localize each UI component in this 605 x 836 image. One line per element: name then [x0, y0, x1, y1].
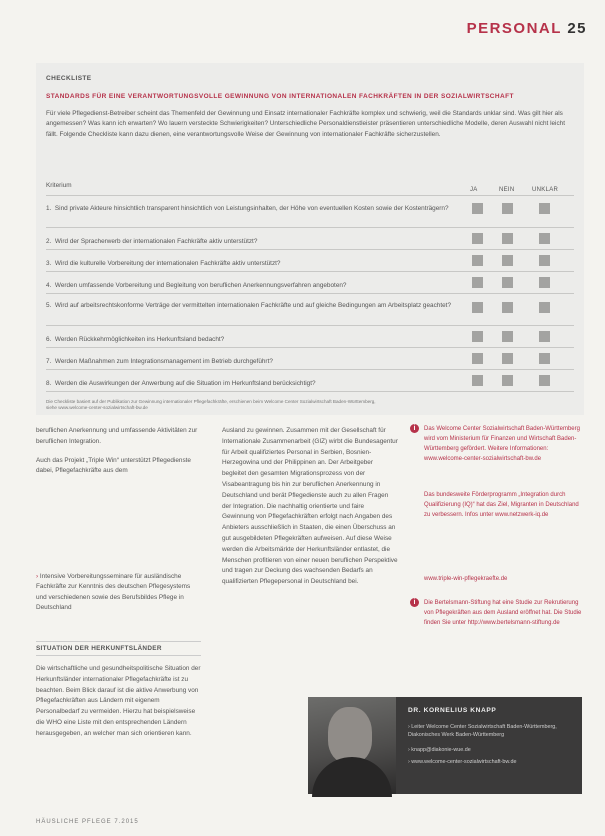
checkbox-3-unklar[interactable]: [539, 255, 550, 266]
checklist-box: [36, 63, 584, 415]
author-website[interactable]: › www.welcome-center-sozialwirtschaft-bw.de: [408, 759, 517, 765]
column-unklar: UNKLAR: [532, 187, 559, 193]
criterion-5: 5. Wird auf arbeitsrechtskonforme Verträge der vermittelten internationalen Fachkräfte und auf gleiche Bedingungen am Arbeitsplatz geachtet?: [46, 302, 451, 309]
divider: [46, 195, 574, 196]
checkbox-7-ja[interactable]: [472, 353, 483, 364]
info-block: Das bundesweite Förderprogramm „Integration durch Qualifizierung (IQ)“ hat das Ziel, Migranten in Deutschland zu verbessern. Infos unter www.netzwerk-iq.de: [424, 492, 579, 518]
checkbox-5-nein[interactable]: [502, 302, 513, 313]
author-profile: [308, 697, 582, 794]
info-block: Die Bertelsmann-Stiftung hat eine Studie zur Rekrutierung von Pflegekräften aus dem Ausland eröffnet hat. Die Studie finden Sie unter http://www.bertelsmann-stiftung.de: [424, 600, 582, 626]
checkbox-4-ja[interactable]: [472, 277, 483, 288]
checklist-intro: Für viele Pflegedienst-Betreiber scheint das Themenfeld der Gewinnung und Einsatz internationaler Fachkräfte komplex und schwierig, weil die Standards unklar sind. Was gilt hier als angemessen? Was kann ich erwarten? Wo lauern versteckte Schwierigkeiten? Unterschiedliche Personaldienstleister präsentieren unterschiedliche Modelle, deren Auswahl nicht leicht fällt. Folgende Checkliste kann dazu dienen, eine verantwortungsvolle Weise der Gewinnung von internationaler Fachkräfte sicherzustellen.: [46, 110, 565, 138]
author-name: DR. KORNELIUS KNAPP: [408, 707, 497, 714]
checkbox-8-unklar[interactable]: [539, 375, 550, 386]
criteria-header: Kriterium: [46, 182, 72, 189]
bullet-item: › Intensive Vorbereitungsseminare für ausländische Fachkräfte zur Kenntnis des deutschen Pflegesystems und verschiedenen sowie des Berufsbildes Pflege in Deutschland: [36, 573, 191, 612]
author-email[interactable]: › knapp@diakonie-wue.de: [408, 747, 471, 753]
criterion-7: 7. Werden Maßnahmen zum Integrationsmanagement im Betrieb durchgeführt?: [46, 358, 273, 365]
paragraph: Ausland zu gewinnen. Zusammen mit der Gesellschaft für Internationale Zusammenarbeit (GIZ) wirbt die Bundesagentur für Arbeit qualifiziertes Personal in Serbien, Bosnien-Herzegowina und der Philippinen an. Der Arbeitgeber begleitet den gesamten Migrationsprozess von der Visabeantragung bis hin zur beruflichen Anerkennung in Deutschland und berät Pflegedienste auch zu allen Fragen der Integration. Die nachhaltig orientierte und faire Gewinnung von Pflegefachkräften erfolgt nach Angaben des Anbieters ausschließlich in Staaten, die einen Überschuss an gut ausgebildeten Pflegekräften aufweisen. Auf diese Weise werden die Arbeitsmärkte der Herkunftsländer entlastet, die Menschen profitieren von einer neuen beruflichen Perspektive und tragen zur Deckung des wachsenden Bedarfs an qualifizierten Pflegepersonal in Deutschland bei.: [222, 427, 398, 586]
page-header: [467, 20, 587, 37]
checkbox-6-unklar[interactable]: [539, 331, 550, 342]
divider: [46, 391, 574, 392]
checkbox-2-unklar[interactable]: [539, 233, 550, 244]
criterion-3: 3. Wird die kulturelle Vorbereitung der internationalen Fachkräfte aktiv unterstützt?: [46, 260, 281, 267]
checkbox-5-unklar[interactable]: [539, 302, 550, 313]
checkbox-6-nein[interactable]: [502, 331, 513, 342]
divider: [46, 347, 574, 348]
checkbox-8-nein[interactable]: [502, 375, 513, 386]
section-title: PERSONAL: [466, 20, 562, 37]
checkbox-2-ja[interactable]: [472, 233, 483, 244]
author-role: › Leiter Welcome Center Sozialwirtschaft Baden-Württemberg, Diakonisches Werk Baden-Württemberg: [408, 724, 557, 738]
middle-column: [222, 426, 398, 596]
checkbox-2-nein[interactable]: [502, 233, 513, 244]
info-icon: i: [410, 424, 419, 433]
checkbox-7-unklar[interactable]: [539, 353, 550, 364]
paragraph: Die wirtschaftliche und gesundheitspolitische Situation der Herkunftsländer internationaler Pflegefachkräfte ist zu beachten. Beim Blick darauf ist die aktive Anwerbung von Pflegefachkräften aus Ländern mit eigenem Personalbedarf zu vermeiden. Hierzu hat beispielsweise die WHO eine Liste mit den entsprechenden Ländern herausgegeben, an welcher man sich orientieren kann.: [36, 665, 201, 737]
checklist-label: CHECKLISTE: [46, 75, 92, 82]
author-body: [312, 757, 392, 797]
section-heading: SITUATION DER HERKUNFTSLÄNDER: [36, 641, 201, 656]
criterion-6: 6. Werden Rückkehrmöglichkeiten ins Herkunftsland bedacht?: [46, 336, 225, 343]
criterion-2: 2. Wird der Spracherwerb der internationalen Fachkräfte aktiv unterstützt?: [46, 238, 258, 245]
checkbox-6-ja[interactable]: [472, 331, 483, 342]
checkbox-7-nein[interactable]: [502, 353, 513, 364]
divider: [46, 227, 574, 228]
checkbox-4-nein[interactable]: [502, 277, 513, 288]
info-block: Das Welcome Center Sozialwirtschaft Baden-Württemberg wird vom Ministerium für Finanzen und Wirtschaft Baden-Württemberg gefördert. Weitere Informationen: www.welcome-center-sozialwirtschaft-bw.de: [424, 426, 580, 462]
checkbox-4-unklar[interactable]: [539, 277, 550, 288]
paragraph: Auch das Projekt „Triple Win“ unterstützt Pflegedienste dabei, Pflegefachkräfte aus dem: [36, 456, 191, 475]
criterion-8: 8. Werden die Auswirkungen der Anwerbung auf die Situation im Herkunftsland berücksichtigt?: [46, 380, 316, 387]
divider: [46, 293, 574, 294]
author-head: [328, 707, 372, 763]
info-icon: i: [410, 598, 419, 607]
info-link[interactable]: www.triple-win-pflegekraefte.de: [424, 576, 508, 582]
divider: [46, 271, 574, 272]
checkbox-1-nein[interactable]: [502, 203, 513, 214]
divider: [46, 249, 574, 250]
author-photo: [308, 697, 396, 794]
checkbox-3-nein[interactable]: [502, 255, 513, 266]
checkbox-1-unklar[interactable]: [539, 203, 550, 214]
page-footer: HÄUSLICHE PFLEGE 7.2015: [36, 819, 139, 825]
checklist-footnote: Die Checkliste basiert auf der Publikation zur Gewinnung internationaler Pflegefachkräfte, erschienen beim Welcome Center Sozialwirtschaft Baden-Württemberg, siehe www.welcome-center-sozialwirtschaft-bw.de: [46, 399, 376, 410]
checkbox-8-ja[interactable]: [472, 375, 483, 386]
column-ja: JA: [470, 187, 478, 193]
checkbox-3-ja[interactable]: [472, 255, 483, 266]
left-column: [36, 426, 201, 485]
criterion-1: 1. Sind private Akteure hinsichtlich transparent hinsichtlich von Leistungsinhalten, der Höhe von eventuellen Kosten sowie der Kostenträgern?: [46, 205, 449, 212]
paragraph: beruflichen Anerkennung und umfassende Aktivitäten zur beruflichen Integration.: [36, 427, 198, 445]
column-nein: NEIN: [499, 187, 515, 193]
bullet-text: Intensive Vorbereitungsseminare für ausländische Fachkräfte zur Kenntnis des deutschen Pflegesystems und verschiedenen sowie des Berufsbildes Pflege in Deutschland: [36, 573, 191, 612]
divider: [46, 369, 574, 370]
checklist-title: STANDARDS FÜR EINE VERANTWORTUNGSVOLLE GEWINNUNG VON INTERNATIONALEN FACHKRÄFTEN IN DER SOZIALWIRTSCHAFT: [46, 93, 514, 100]
criterion-4: 4. Werden umfassende Vorbereitung und Begleitung von beruflichen Anerkennungsverfahren angeboten?: [46, 282, 347, 289]
divider: [46, 325, 574, 326]
checkbox-5-ja[interactable]: [472, 302, 483, 313]
checkbox-1-ja[interactable]: [472, 203, 483, 214]
page-number: 25: [567, 20, 587, 37]
